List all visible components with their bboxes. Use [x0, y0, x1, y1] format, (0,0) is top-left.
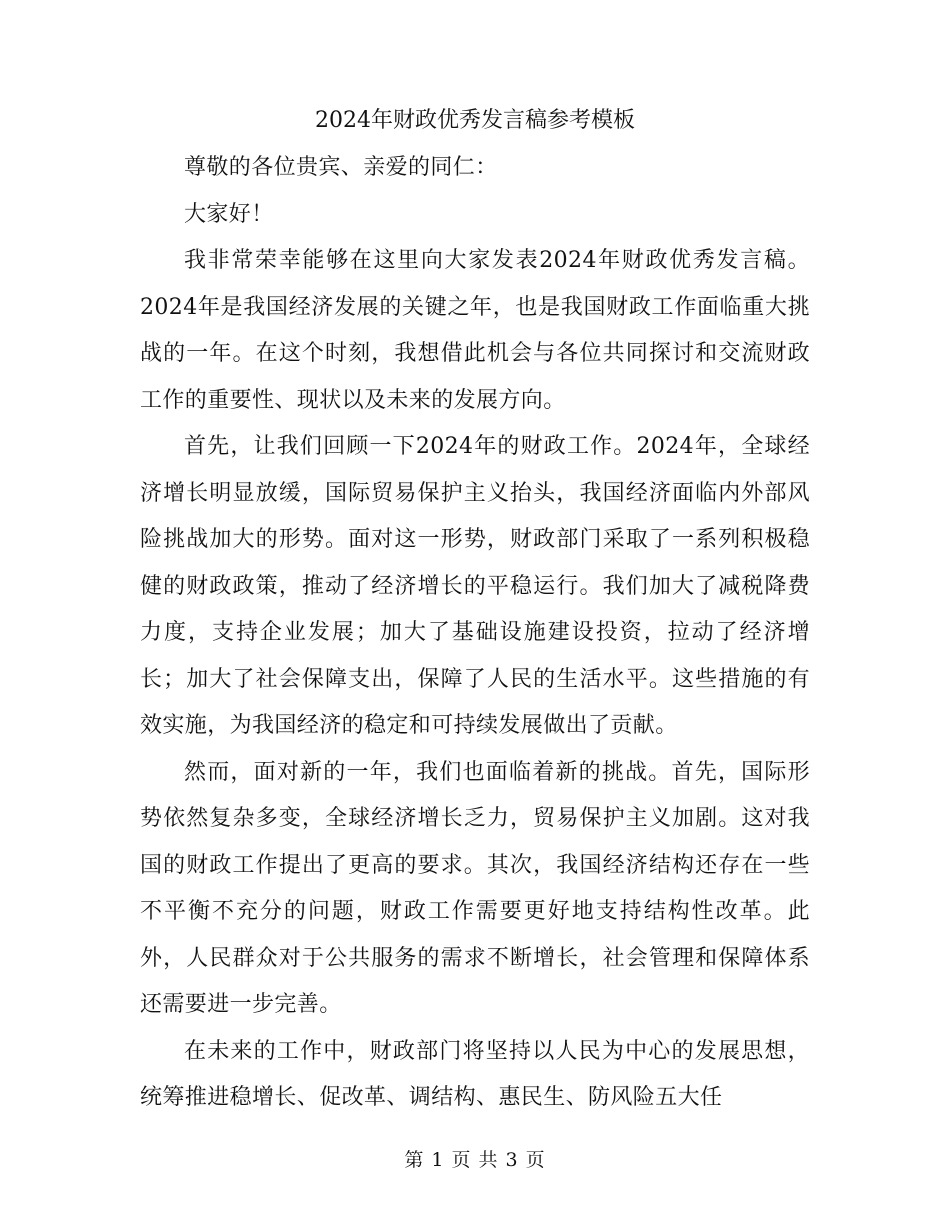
paragraph-future: 在未来的工作中，财政部门将坚持以人民为中心的发展思想，统筹推进稳增长、促改革、调结构、惠民生、防风险五大任: [140, 1038, 810, 1110]
paragraph-challenges: 然而，面对新的一年，我们也面临着新的挑战。首先，国际形势依然复杂多变，全球经济增长乏力，贸易保护主义加剧。这对我国的财政工作提出了更高的要求。其次，我国经济结构还存在一些不平衡不充分的问题，财政工作需要更好地支持结构性改革。此外，人民群众对于公共服务的需求不断增长，社会管理和保障体系还需要进一步完善。: [140, 759, 810, 1017]
paragraph-intro: 我非常荣幸能够在这里向大家发表2024年财政优秀发言稿。2024年是我国经济发展的关键之年，也是我国财政工作面临重大挑战的一年。在这个时刻，我想借此机会与各位共同探讨和交流财政工作的重要性、现状以及未来的发展方向。: [140, 248, 810, 413]
document-body: [140, 103, 810, 1122]
document-title: 2024年财政优秀发言稿参考模板: [315, 108, 635, 133]
paragraph-review: 首先，让我们回顾一下2024年的财政工作。2024年，全球经济增长明显放缓，国际贸易保护主义抬头，我国经济面临内外部风险挑战加大的形势。面对这一形势，财政部门采取了一系列积极稳健的财政政策，推动了经济增长的平稳运行。我们加大了减税降费力度，支持企业发展；加大了基础设施建设投资，拉动了经济增长；加大了社会保障支出，保障了人民的生活水平。这些措施的有效实施，为我国经济的稳定和可持续发展做出了贡献。: [140, 434, 810, 738]
paragraph-greeting: 大家好！: [184, 201, 274, 227]
page-number-footer: 第 1 页 共 3 页: [404, 1149, 546, 1171]
paragraph-salutation: 尊敬的各位贵宾、亲爱的同仁：: [184, 155, 498, 180]
